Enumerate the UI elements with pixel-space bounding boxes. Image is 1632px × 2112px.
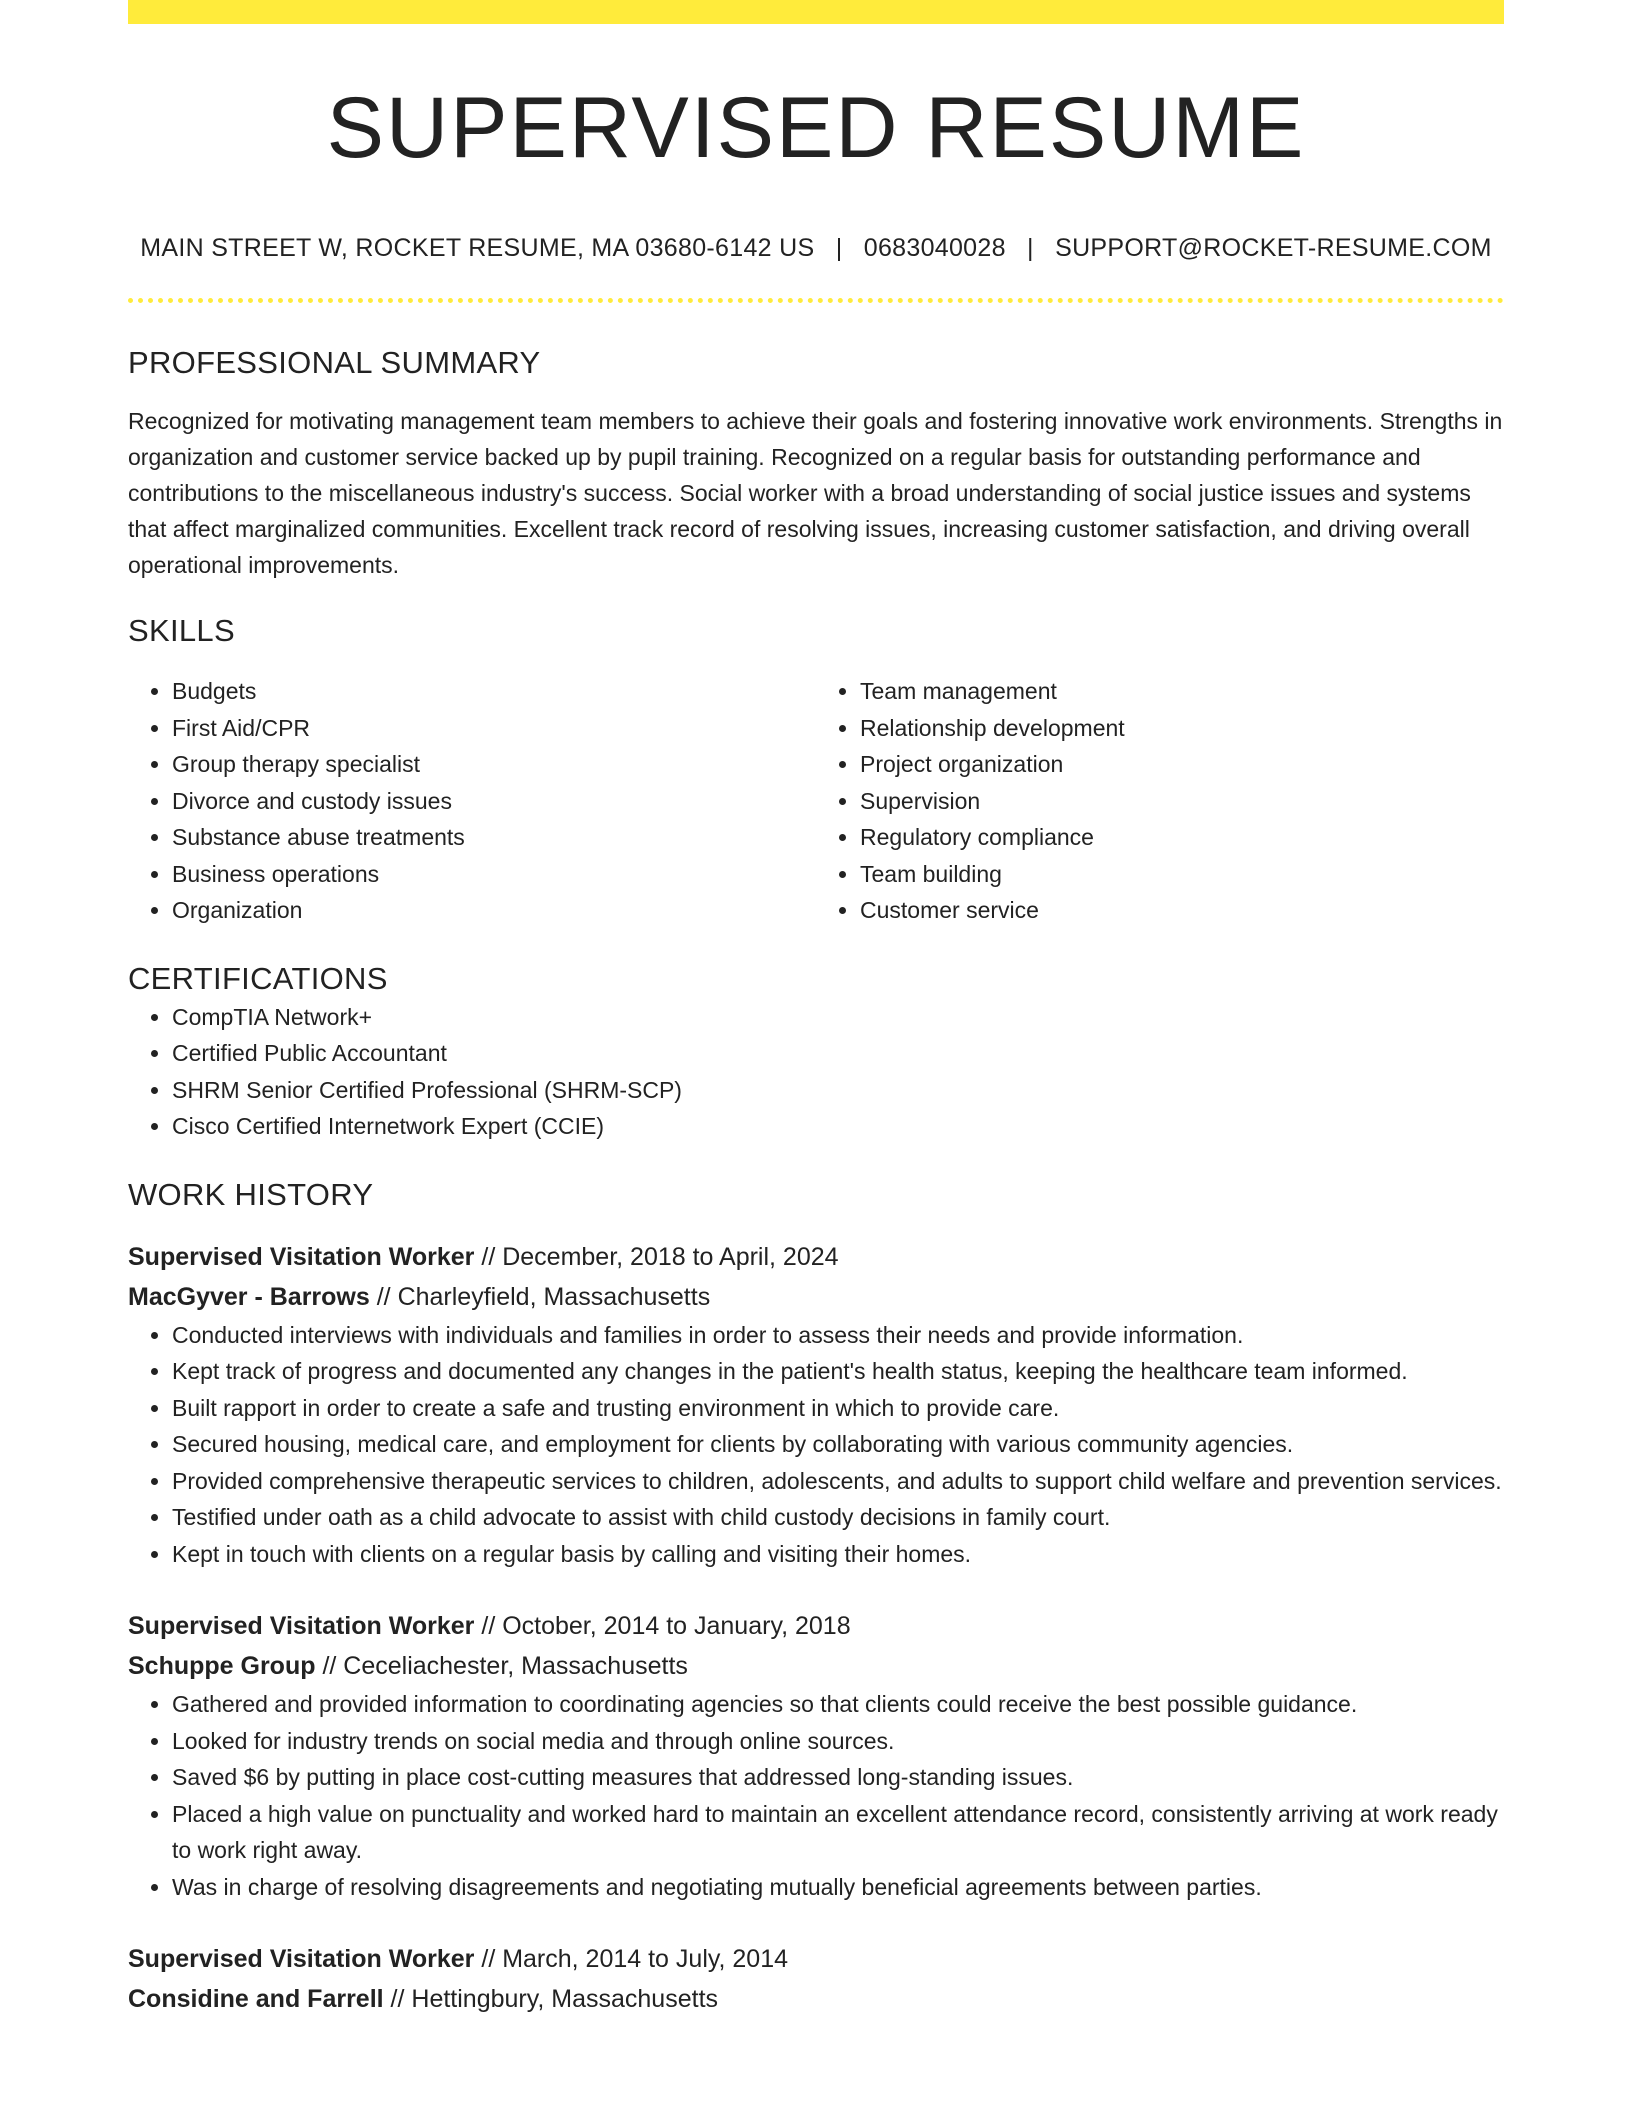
summary-text: Recognized for motivating management team members to achieve their goals and fostering innovative work environments. Strengths in organization and customer service backed up by pupil training. Recognized on a regular basis for outstanding performance and contributions to the miscellaneous industry's success. Social worker with a broad understanding of social justice issues and systems that affect marginalized communities. Excellent track record of resolving issues, increasing customer satisfaction, and driving overall operational improvements. [128, 408, 1503, 578]
certification-item: • CompTIA Network+ [172, 999, 1504, 1036]
contact-separator: | [1027, 234, 1034, 262]
job-role: Supervised Visitation Worker [128, 1945, 475, 1973]
job-entry [128, 1939, 1504, 2019]
certification-item: • Cisco Certified Internetwork Expert (CCIE) [172, 1108, 1504, 1145]
job-location: // Ceceliachester, Massachusetts [315, 1652, 688, 1680]
job-duty: • Was in charge of resolving disagreements and negotiating mutually beneficial agreements between parties. [172, 1869, 1504, 1906]
job-duty: • Saved $6 by putting in place cost-cutting measures that addressed long-standing issues. [172, 1759, 1504, 1796]
skill-item: • Supervision [860, 783, 1504, 820]
job-duty: • Looked for industry trends on social media and through online sources. [172, 1723, 1504, 1760]
job-duties-list [128, 1317, 1504, 1573]
contact-separator: | [835, 234, 843, 262]
skill-item: • Substance abuse treatments [172, 819, 816, 856]
contact-email: SUPPORT@ROCKET-RESUME.COM [1055, 234, 1492, 262]
job-duty: • Secured housing, medical care, and employment for clients by collaborating with various community agencies. [172, 1426, 1504, 1463]
job-entry [128, 1606, 1504, 1905]
work-history-heading: WORK HISTORY [128, 1176, 374, 1212]
job-role: Supervised Visitation Worker [128, 1242, 475, 1271]
skill-item: • Project organization [860, 746, 1504, 783]
resume-page [128, 0, 1504, 2019]
resume-name: SUPERVISED RESUME [326, 80, 1306, 176]
summary-heading: PROFESSIONAL SUMMARY [128, 345, 541, 380]
job-duty: • Testified under oath as a child advocate to assist with child custody decisions in family court. [172, 1499, 1504, 1536]
skill-item: • Business operations [172, 856, 816, 893]
skills-heading: SKILLS [128, 613, 235, 648]
skill-item: • Organization [172, 892, 816, 929]
job-company-line [128, 1277, 1504, 1317]
skill-item: • Customer service [860, 892, 1504, 929]
job-dates: // March, 2014 to July, 2014 [474, 1945, 789, 1973]
job-title-line [128, 1237, 1504, 1277]
job-entry [128, 1237, 1504, 1573]
job-dates: // October, 2014 to January, 2018 [474, 1612, 851, 1640]
skill-item: • First Aid/CPR [172, 710, 816, 747]
job-company-line [128, 1979, 1504, 2019]
job-location: // Hettingbury, Massachusetts [383, 1985, 719, 2013]
skills-column-left [128, 673, 816, 929]
skill-item: • Team management [860, 673, 1504, 710]
job-location: // Charleyfield, Massachusetts [369, 1282, 711, 1311]
job-duty: • Placed a high value on punctuality and worked hard to maintain an excellent attendance record, consistently arriving at work ready to work right away. [172, 1796, 1504, 1869]
job-duty: • Kept in touch with clients on a regular basis by calling and visiting their homes. [172, 1536, 1504, 1573]
certifications-heading: CERTIFICATIONS [128, 960, 388, 996]
contact-line [128, 232, 1504, 264]
job-title-line [128, 1606, 1504, 1646]
dotted-divider [128, 298, 1504, 303]
job-duty: • Provided comprehensive therapeutic services to children, adolescents, and adults to support child welfare and prevention services. [172, 1463, 1504, 1500]
certifications-list [128, 999, 1504, 1145]
skill-item: • Team building [860, 856, 1504, 893]
skill-item: • Relationship development [860, 710, 1504, 747]
skill-item: • Divorce and custody issues [172, 783, 816, 820]
contact-address: MAIN STREET W, ROCKET RESUME, MA 03680-6142 US [140, 234, 815, 262]
job-duties-list [128, 1686, 1504, 1905]
skills-list [128, 673, 1504, 929]
job-duty: • Gathered and provided information to coordinating agencies so that clients could receive the best possible guidance. [172, 1686, 1504, 1723]
skill-item: • Regulatory compliance [860, 819, 1504, 856]
job-duty: • Kept track of progress and documented any changes in the patient's health status, keeping the healthcare team informed. [172, 1353, 1504, 1390]
skills-column-right [816, 673, 1504, 929]
job-duty: • Built rapport in order to create a safe and trusting environment in which to provide care. [172, 1390, 1504, 1427]
job-company-line [128, 1646, 1504, 1686]
job-duty: • Conducted interviews with individuals and families in order to assess their needs and provide information. [172, 1317, 1504, 1354]
job-company: MacGyver - Barrows [128, 1282, 370, 1311]
job-company: Considine and Farrell [128, 1985, 384, 2013]
accent-top-bar [128, 0, 1504, 24]
skill-item: • Group therapy specialist [172, 746, 816, 783]
certification-item: • SHRM Senior Certified Professional (SHRM-SCP) [172, 1072, 1504, 1109]
certification-item: • Certified Public Accountant [172, 1035, 1504, 1072]
job-role: Supervised Visitation Worker [128, 1612, 475, 1640]
contact-phone: 0683040028 [863, 234, 1006, 262]
job-title-line [128, 1939, 1504, 1979]
job-company: Schuppe Group [128, 1652, 316, 1680]
skill-item: • Budgets [172, 673, 816, 710]
job-dates: // December, 2018 to April, 2024 [474, 1242, 839, 1271]
